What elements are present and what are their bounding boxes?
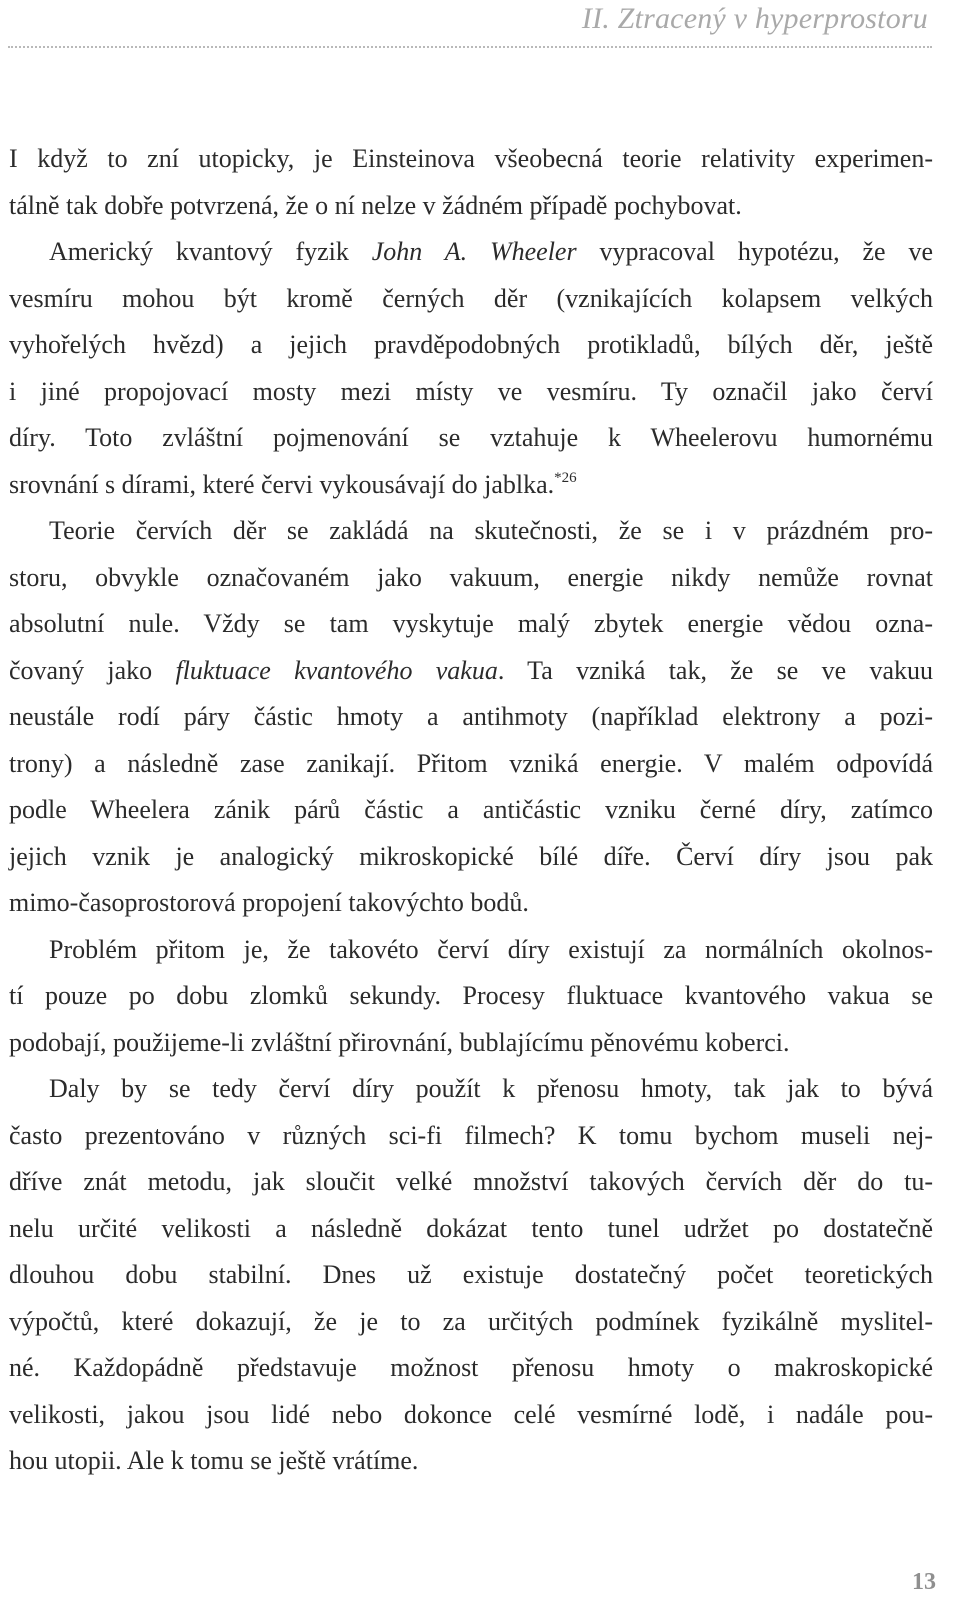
text-line: mimo-časoprostorová propojení takovýchto bodů.	[9, 888, 529, 917]
text-line: né. Každopádně představuje možnost přenosu hmoty o makroskopické	[9, 1353, 933, 1382]
text-line: trony) a následně zase zanikají. Přitom vzniká energie. V malém odpovídá	[9, 748, 933, 778]
text-fragment: čovaný jako	[9, 655, 176, 685]
text-line: výpočtů, které dokazují, že je to za určitých podmínek fyzikálně myslitel-	[9, 1306, 933, 1336]
text-fragment: srovnání s dírami, které červi vykousávají do jablka.	[9, 469, 555, 499]
text-line: tálně tak dobře potvrzená, že o ní nelze v žádném případě pochybovat.	[9, 190, 742, 220]
text-line: neustále rodí páry částic hmoty a antihmoty (například elektrony a pozi-	[9, 702, 933, 731]
text-line: I když to zní utopicky, je Einsteinova všeobecná teorie relativity experimen-	[9, 144, 933, 173]
text-line: často prezentováno v různých sci-fi filmech? K tomu bychom museli nej-	[9, 1120, 933, 1150]
text-line: díry. Toto zvláštní pojmenování se vztahuje k Wheelerovu humornému	[9, 423, 933, 452]
text-fragment: . Ta vzniká tak, že se ve vakuu	[497, 655, 934, 685]
text-line: i jiné propojovací mosty mezi místy ve vesmíru. Ty označil jako červí	[9, 376, 933, 406]
text-line: nelu určité velikosti a následně dokázat tento tunel udržet po dostatečně	[9, 1213, 933, 1243]
text-line: storu, obvykle označovaném jako vakuum, energie nikdy nemůže rovnat	[9, 562, 933, 592]
body-text	[9, 136, 933, 1485]
italic-term: fluktuace kvantového vakua	[175, 655, 498, 685]
text-line: podobají, použijeme-li zvláštní přirovnání, bublajícímu pěnovému koberci.	[9, 1027, 790, 1057]
page-number: 13	[912, 1569, 936, 1595]
text-line	[9, 229, 933, 276]
text-line: velikosti, jakou jsou lidé nebo dokonce celé vesmírné lodě, i nadále pou-	[9, 1399, 933, 1429]
header-dotted-rule	[8, 46, 932, 48]
text-line: vesmíru mohou být kromě černých děr (vznikajících kolapsem velkých	[9, 283, 933, 313]
text-line	[9, 462, 933, 509]
text-line: Daly by se tedy červí díry použít k přenosu hmoty, tak jak to bývá	[49, 1074, 933, 1103]
text-line: podle Wheelera zánik párů částic a antičástic vzniku černé díry, zatímco	[9, 795, 933, 824]
text-line	[9, 648, 933, 695]
text-line: tí pouze po dobu zlomků sekundy. Procesy fluktuace kvantového vakua se	[9, 981, 933, 1010]
footnote-reference: *26	[554, 469, 577, 486]
text-line: Problém přitom je, že takovéto červí díry existují za normálních okolnos-	[49, 934, 933, 964]
text-line: jejich vznik je analogický mikroskopické bílé díře. Červí díry jsou pak	[9, 841, 933, 871]
text-line: Teorie červích děr se zakládá na skutečnosti, že se i v prázdném pro-	[49, 516, 933, 545]
italic-name: John A. Wheeler	[371, 237, 577, 266]
text-line: dlouhou dobu stabilní. Dnes už existuje dostatečný počet teoretických	[9, 1260, 933, 1289]
text-line: dříve znát metodu, jak sloučit velké množství takových červích děr do tu-	[9, 1167, 933, 1196]
text-line: vyhořelých hvězd) a jejich pravděpodobných protikladů, bílých děr, ještě	[9, 330, 933, 359]
text-fragment: vypracoval hypotézu, že ve	[576, 237, 933, 266]
text-line: absolutní nule. Vždy se tam vyskytuje malý zbytek energie vědou ozna-	[9, 609, 933, 638]
text-fragment: Americký kvantový fyzik	[49, 237, 372, 266]
running-head: II. Ztracený v hyperprostoru	[581, 2, 928, 35]
text-line: hou utopii. Ale k tomu se ještě vrátíme.	[9, 1446, 419, 1475]
